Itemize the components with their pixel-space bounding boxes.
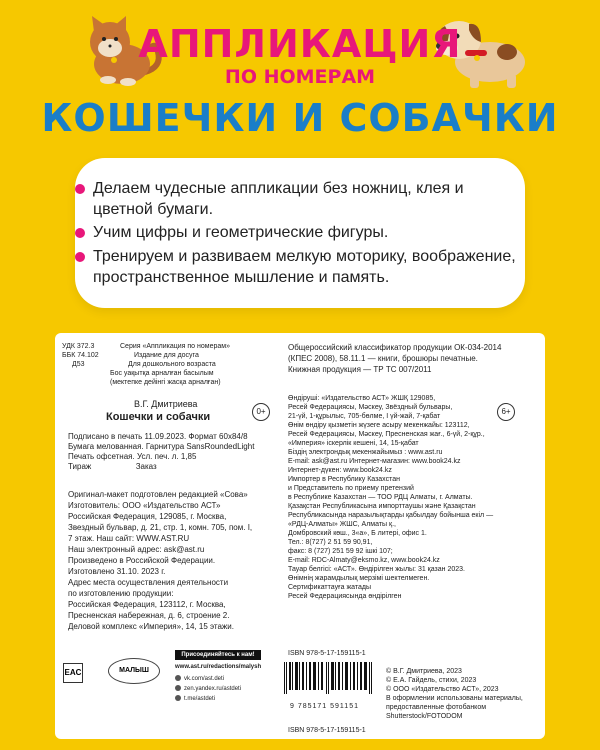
- copyright-line: В оформлении использованы материалы,: [386, 695, 523, 702]
- manufacturer-line: Произведено в Российской Федерации.: [68, 556, 216, 565]
- social-link-text: vk.com/ast.deti: [184, 676, 225, 682]
- kz-line: Өнімнің жарамдылық мерзімі шектелмеген.: [288, 575, 430, 582]
- feature-text: Учим цифры и геометрические фигуры.: [93, 224, 389, 241]
- title-line-2: ПО НОМЕРАМ: [224, 66, 376, 88]
- feature-text: Тренируем и развиваем мелкую моторику, воображение, пространственное мышление и память.: [93, 248, 516, 286]
- isbn-bottom: ISBN 978-5-17-159115-1: [288, 727, 366, 734]
- telegram-icon: [175, 695, 181, 701]
- copyright-line: Shutterstock/FOTODOM: [386, 713, 463, 720]
- kz-line: Ресей Федерациясы, Мәскеу, Пресненская жағ., 6-үй, 2-құр.,: [288, 431, 485, 438]
- site-link[interactable]: www.ast.ru/redactions/malysh: [175, 664, 262, 670]
- author-name: В.Г. Дмитриева: [134, 399, 198, 409]
- age-rating-badge: 6+: [497, 403, 515, 421]
- social-link[interactable]: [175, 675, 295, 683]
- bullet-icon: [75, 252, 85, 262]
- kz-line: Интернет-дүкен: www.book24.kz: [288, 467, 392, 474]
- copyright-line: © В.Г. Дмитриева, 2023: [386, 668, 462, 675]
- social-link-text: t.me/astdeti: [184, 696, 216, 702]
- feature-item: [93, 222, 523, 243]
- classifier-line: Общероссийский классификатор продукции ОК-034-2014: [288, 343, 502, 352]
- kz-line: факс: 8 (727) 251 59 92 ішкі 107;: [288, 548, 393, 555]
- kz-line: Тауар белгісі: «АСТ». Өндірілген жылы: 31 қазан 2023.: [288, 566, 465, 573]
- kz-line: Сертификаттауға жатады: [288, 584, 372, 591]
- manufacturer-line: Изготовлено 31.10. 2023 г.: [68, 567, 166, 576]
- kz-line: Ресей Федерациясы, Мәскеу, Звёздный бульвары,: [288, 404, 453, 411]
- join-us-label: Присоединяйтесь к нам!: [175, 650, 261, 660]
- kz-line: E-mail: ask@ast.ru Интернет-магазин: www.book24.kz: [288, 458, 461, 465]
- vk-icon: [175, 675, 181, 681]
- manufacturer-line: Адрес места осуществления деятельности: [68, 578, 229, 587]
- kz-line: Домбровский көш., 3«а», Б литері, офис 1.: [288, 530, 427, 537]
- bullet-icon: [75, 184, 85, 194]
- manufacturer-line: Наш электронный адрес: ask@ast.ru: [68, 545, 205, 554]
- copyright-line: © ООО «Издательство АСТ», 2023: [386, 686, 499, 693]
- kz-line: Импортер в Республику Казахстан: [288, 476, 400, 483]
- manufacturer-line: Российская Федерация, 123112, г. Москва,: [68, 600, 226, 609]
- series-line: Издание для досуга: [134, 352, 199, 359]
- series-line: Бос уақытқа арналған басылым: [110, 370, 214, 377]
- udk-code: УДК 372.3: [62, 343, 95, 350]
- prepared-by: Оригинал-макет подготовлен редакцией «Сова»: [68, 490, 248, 499]
- kz-line: и Представитель по приему претензий: [288, 485, 414, 492]
- kz-line: в Республике Казахстан — ТОО РДЦ Алматы, г. Алматы.: [288, 494, 473, 501]
- author-code: Д53: [72, 361, 85, 368]
- series-line: Для дошкольного возраста: [128, 361, 216, 368]
- kz-line: Республикасында наразылықтарды қабылдау бойынша екіл —: [288, 512, 494, 519]
- series-line: (мектепке дейінгі жасқа арналған): [110, 379, 221, 386]
- barcode-digits: 9 785171 591151: [290, 703, 359, 710]
- kz-line: 21-үй, 1-құрылыс, 705-бөлме, I үй-жай, 7-қабат: [288, 413, 441, 420]
- book-title: Кошечки и собачки: [106, 411, 211, 423]
- barcode: [282, 662, 374, 702]
- manufacturer-line: Изготовитель: ООО «Издательство АСТ»: [68, 501, 221, 510]
- classifier-line: Книжная продукция — ТР ТС 007/2011: [288, 365, 432, 374]
- series-line: Серия «Аппликация по номерам»: [120, 343, 230, 350]
- kz-line: Тел.: 8(727) 2 51 59 90,91,: [288, 539, 373, 546]
- social-link[interactable]: [175, 695, 295, 703]
- manufacturer-line: Звездный бульвар, д. 21, стр. 1, комн. 705, пом. I,: [68, 523, 253, 532]
- eac-mark: EAC: [63, 663, 83, 683]
- bullet-icon: [75, 228, 85, 238]
- publisher-logo: МАЛЫШ: [108, 658, 160, 684]
- print-info-line: Бумага мелованная. Гарнитура SansRoundedLight: [68, 442, 255, 451]
- kz-line: «РДЦ-Алматы» ЖШС, Алматы қ.,: [288, 521, 396, 528]
- kz-line: «Империя» іскерлік кешені, 14, 15-қабат: [288, 440, 419, 447]
- kz-line: Өндіруші: «Издательство АСТ» ЖШҚ 129085,: [288, 395, 436, 402]
- social-link[interactable]: [175, 685, 295, 693]
- manufacturer-line: Российская Федерация, 129085, г. Москва,: [68, 512, 227, 521]
- feature-item: [93, 246, 523, 288]
- copyright-line: © Е.А. Гайдель, стихи, 2023: [386, 677, 477, 684]
- copyright-line: предоставленные фотобанком: [386, 704, 487, 711]
- kz-line: Біздің электрондық мекенжайымыз : www.ast.ru: [288, 449, 443, 456]
- kz-line: Ресей Федерациясында өндірілген: [288, 593, 402, 600]
- bbk-code: ББК 74.102: [62, 352, 99, 359]
- kz-line: E-mail: RDC-Almaty@eksmo.kz, www.book24.kz: [288, 557, 440, 564]
- print-info-line: Подписано в печать 11.09.2023. Формат 60х84/8: [68, 432, 248, 441]
- kz-line: Өнім өндіру қызметін жүзеге асыру мекенжайы: 123112,: [288, 422, 470, 429]
- zen-icon: [175, 685, 181, 691]
- feature-item: [93, 178, 523, 220]
- print-info-line: Печать офсетная. Усл. печ. л. 1,85: [68, 452, 197, 461]
- manufacturer-line: Пресненская набережная, д. 6, строение 2.: [68, 611, 230, 620]
- feature-text: Делаем чудесные аппликации без ножниц, клея и цветной бумаги.: [93, 180, 464, 218]
- manufacturer-line: Деловой комплекс «Империя», 14, 15 этажи.: [68, 622, 234, 631]
- title-line-1: АППЛИКАЦИЯ: [138, 22, 462, 66]
- manufacturer-line: 7 этаж. Наш сайт: WWW.AST.RU: [68, 534, 190, 543]
- print-info-line: Тираж Заказ: [68, 462, 157, 471]
- manufacturer-line: по изготовлению продукции:: [68, 589, 174, 598]
- isbn-top: ISBN 978-5-17-159115-1: [288, 650, 366, 657]
- social-link-text: zen.yandex.ru/astdeti: [184, 686, 242, 692]
- kz-line: Қазақстан Республикасына импорттаушы және Қазақстан: [288, 503, 476, 510]
- title-line-3: КОШЕЧКИ И СОБАЧКИ: [41, 96, 559, 140]
- age-rating-badge: 0+: [252, 403, 270, 421]
- classifier-line: (КПЕС 2008), 58.11.1 — книги, брошюры печатные.: [288, 354, 478, 363]
